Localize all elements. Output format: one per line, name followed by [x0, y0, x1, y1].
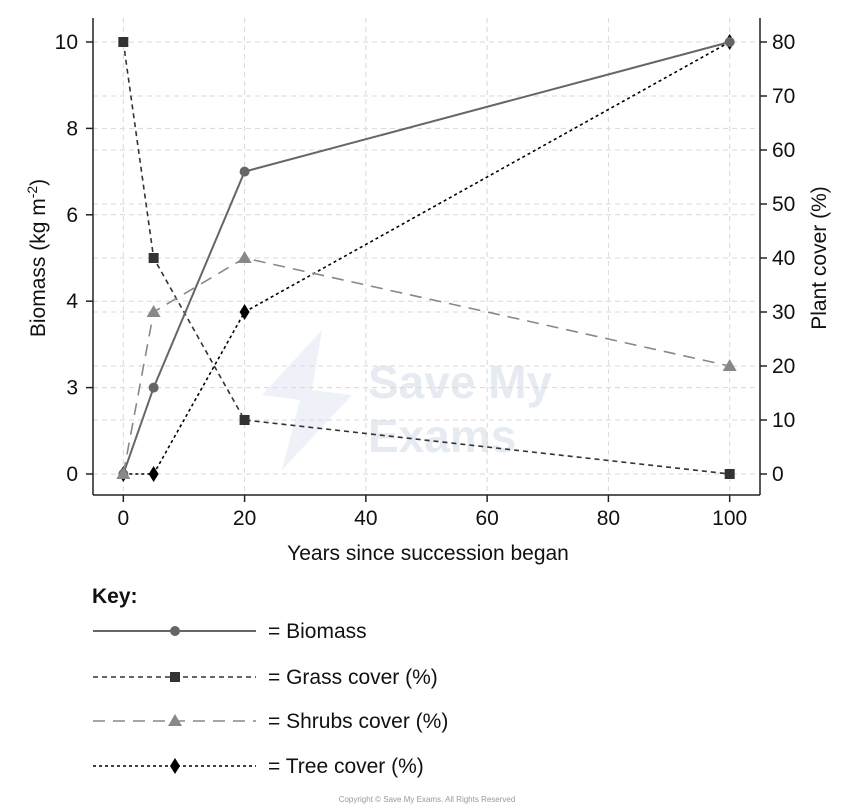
y-left-tick-label: 10 — [54, 31, 78, 54]
y-right-tick-label: 70 — [772, 85, 796, 108]
watermark-line2: Exams — [368, 410, 517, 462]
y-right-tick-label: 80 — [772, 31, 796, 54]
key-row — [93, 620, 367, 643]
x-tick-label: 100 — [712, 507, 748, 530]
data-point — [240, 167, 250, 177]
key-label: = Shrubs cover (%) — [268, 710, 449, 733]
key-label: = Biomass — [268, 620, 367, 643]
y-left-tick-label: 6 — [66, 203, 78, 227]
x-tick-label: 40 — [354, 507, 378, 530]
key-title: Key: — [92, 585, 138, 608]
key-marker — [168, 714, 182, 726]
data-point — [149, 383, 159, 393]
key-row — [93, 755, 424, 778]
watermark-bolt-icon — [262, 330, 352, 470]
x-tick-label: 0 — [117, 507, 130, 530]
y-right-tick-label: 0 — [772, 463, 784, 486]
data-point — [238, 251, 252, 263]
x-tick-label: 20 — [232, 507, 257, 530]
y-right-tick-label: 60 — [772, 139, 796, 162]
y-right-tick-label: 30 — [772, 301, 796, 324]
y-left-title-sup: -2 — [24, 185, 40, 199]
y-right-axis-title: Plant cover (%) — [808, 186, 831, 330]
watermark-line1: Save My — [368, 356, 553, 408]
key — [93, 620, 448, 778]
y-right-tick-label: 10 — [772, 409, 796, 432]
y-left-tick-label: 4 — [66, 290, 78, 314]
y-left-tick-label: 0 — [66, 463, 78, 486]
data-point — [240, 415, 250, 425]
key-marker — [170, 758, 180, 774]
y-left-tick-label: 3 — [66, 376, 78, 400]
data-point — [240, 304, 250, 320]
key-marker — [170, 626, 180, 636]
data-point — [116, 467, 130, 479]
data-point — [147, 305, 161, 317]
data-point — [725, 37, 735, 47]
x-tick-label: 60 — [475, 507, 499, 530]
y-right-tick-label: 50 — [772, 193, 796, 216]
key-marker — [170, 672, 180, 682]
x-tick-label: 80 — [596, 507, 621, 530]
y-left-axis-title — [24, 179, 50, 337]
key-row — [93, 666, 438, 689]
y-left-tick-label: 8 — [66, 117, 78, 141]
y-left-title-main: Biomass (kg m — [27, 198, 50, 338]
key-label: = Grass cover (%) — [268, 666, 438, 689]
y-right-tick-label: 40 — [772, 247, 796, 270]
key-row — [93, 710, 448, 733]
y-left-title-end: ) — [27, 178, 50, 186]
data-point — [725, 469, 735, 479]
key-label: = Tree cover (%) — [268, 755, 424, 778]
y-right-tick-label: 20 — [772, 355, 796, 378]
data-point — [118, 37, 128, 47]
data-point — [149, 253, 159, 263]
x-axis-title: Years since succession began — [287, 542, 569, 565]
copyright-text: Copyright © Save My Exams. All Rights Reserved — [338, 795, 516, 804]
